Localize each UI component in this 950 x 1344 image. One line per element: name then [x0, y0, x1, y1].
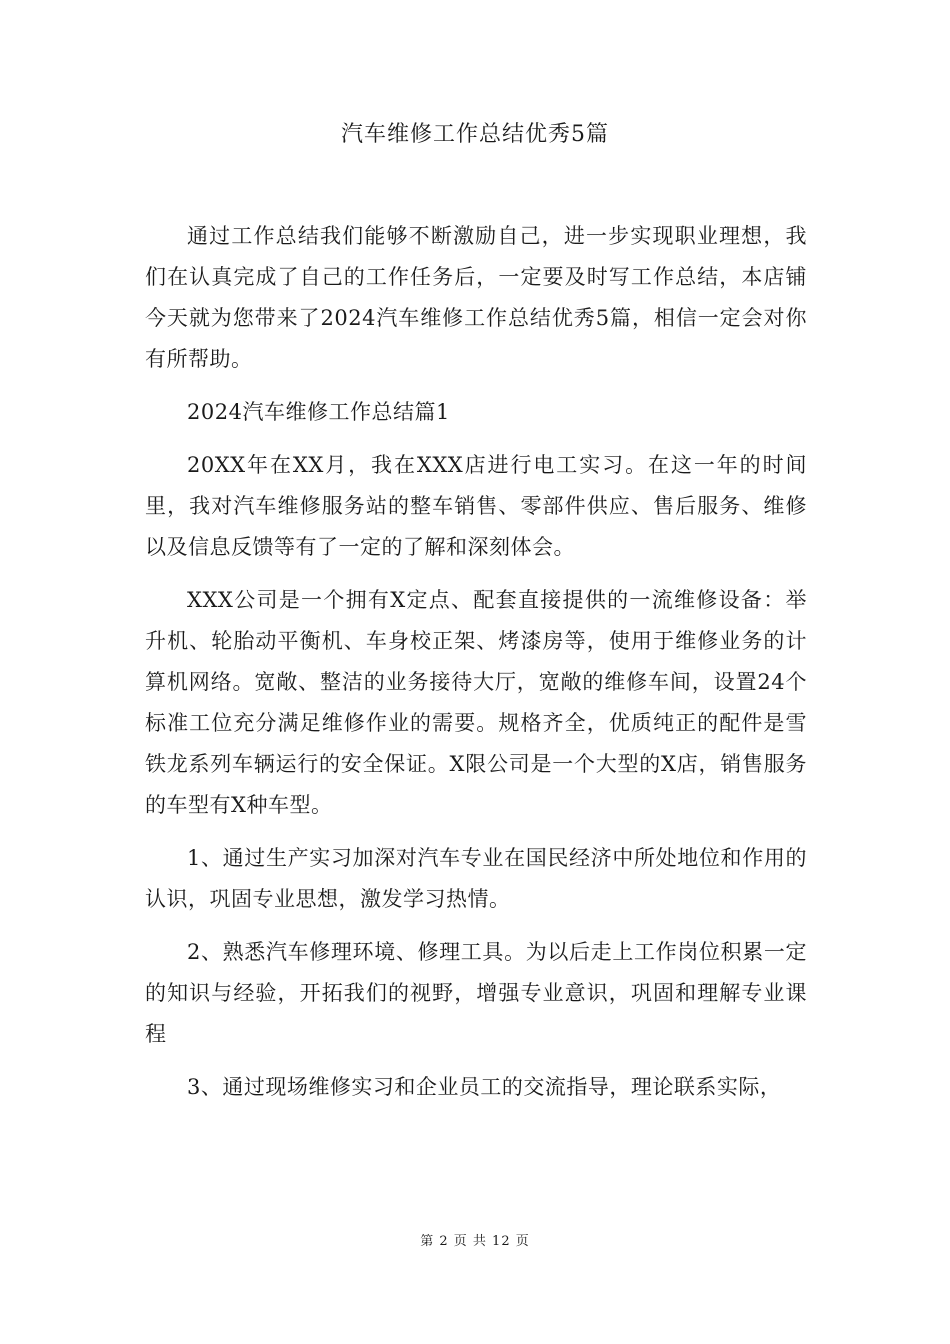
list-item: 3、通过现场维修实习和企业员工的交流指导，理论联系实际，	[187, 1075, 782, 1099]
paragraph-intro: 通过工作总结我们能够不断激励自己，进一步实现职业理想，我们在认真完成了自己的工作任务后，一定要及时写工作总结，本店铺今天就为您带来了2024汽车维修工作总结优秀5篇，相信一定会对你有所帮助。	[145, 224, 807, 371]
list-item: 2、熟悉汽车修理环境、修理工具。为以后走上工作岗位积累一定的知识与经验，开拓我们的视野，增强专业意识，巩固和理解专业课程	[145, 940, 807, 1046]
page-footer: 第 2 页 共 12 页	[420, 1234, 530, 1249]
paragraph: XXX公司是一个拥有X定点、配套直接提供的一流维修设备：举升机、轮胎动平衡机、车身校正架、烤漆房等，使用于维修业务的计算机网络。宽敞、整洁的业务接待大厅，宽敞的维修车间，设置24个标准工位充分满足维修作业的需要。规格齐全，优质纯正的配件是雪铁龙系列车辆运行的安全保证。X限公司是一个大型的X店，销售服务的车型有X种车型。	[145, 588, 807, 817]
document-body	[145, 216, 807, 1120]
paragraph: 20XX年在XX月，我在XXX店进行电工实习。在这一年的时间里，我对汽车维修服务站的整车销售、零部件供应、售后服务、维修以及信息反馈等有了一定的了解和深刻体会。	[145, 453, 807, 559]
list-item: 1、通过生产实习加深对汽车专业在国民经济中所处地位和作用的认识，巩固专业思想，激发学习热情。	[145, 846, 807, 911]
section-heading: 2024汽车维修工作总结篇1	[187, 400, 450, 424]
document-title: 汽车维修工作总结优秀5篇	[341, 122, 609, 147]
